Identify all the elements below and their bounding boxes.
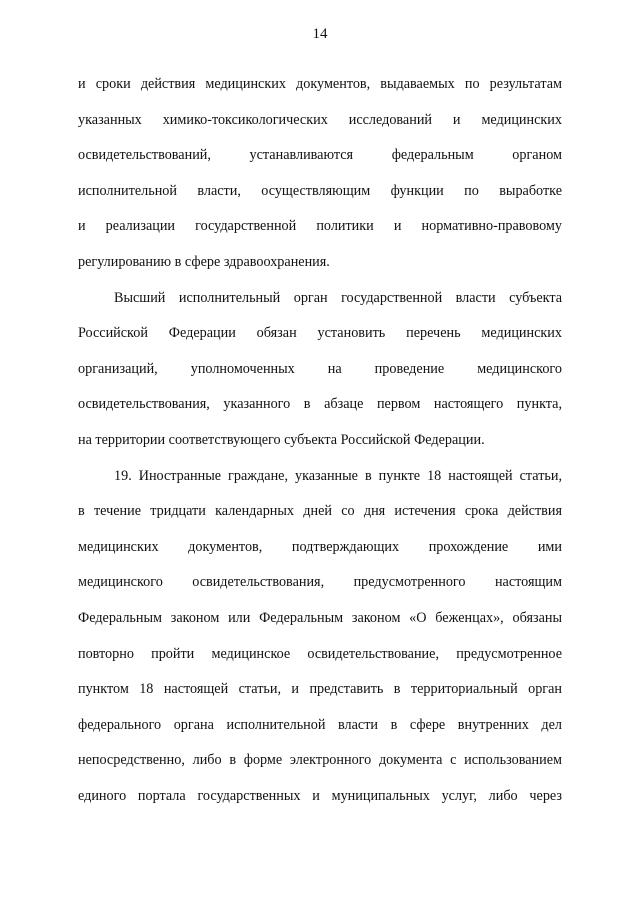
text-line: медицинских документов, подтверждающих прохождение ими: [78, 538, 562, 555]
text-line: пунктом 18 настоящей статьи, и представить в территориальный орган: [78, 681, 562, 698]
text-line: Российской Федерации обязан установить перечень медицинских: [78, 325, 562, 342]
text-line: организаций, уполномоченных на проведение медицинского: [78, 360, 562, 377]
text-line: 19. Иностранные граждане, указанные в пункте 18 настоящей статьи,: [114, 467, 562, 484]
text-line: освидетельствований, устанавливаются федеральным органом: [78, 147, 562, 164]
paragraph-2: [78, 281, 562, 459]
text-line: регулированию в сфере здравоохранения.: [78, 253, 330, 270]
paragraph-3: [78, 459, 562, 815]
text-line: федерального органа исполнительной власти в сфере внутренних дел: [78, 716, 562, 733]
paragraph-1: [78, 67, 562, 281]
text-line: единого портала государственных и муниципальных услуг, либо через: [78, 787, 562, 804]
text-line: освидетельствования, указанного в абзаце первом настоящего пункта,: [78, 396, 562, 413]
text-line: медицинского освидетельствования, предусмотренного настоящим: [78, 574, 562, 591]
document-body: [78, 67, 562, 814]
text-line: непосредственно, либо в форме электронного документа с использованием: [78, 752, 562, 769]
text-line: исполнительной власти, осуществляющим функции по выработке: [78, 182, 562, 199]
page-number: 14: [312, 26, 328, 42]
text-line: и реализации государственной политики и нормативно-правовому: [78, 218, 562, 235]
text-line: в течение тридцати календарных дней со дня истечения срока действия: [78, 503, 562, 520]
text-line: Высший исполнительный орган государственной власти субъекта: [114, 289, 562, 306]
text-line: и сроки действия медицинских документов, выдаваемых по результатам: [78, 76, 562, 92]
text-line: указанных химико-токсикологических исследований и медицинских: [78, 111, 562, 128]
text-line: на территории соответствующего субъекта Российской Федерации.: [78, 431, 485, 448]
text-line: Федеральным законом или Федеральным законом «О беженцах», обязаны: [78, 609, 562, 626]
text-line: повторно пройти медицинское освидетельствование, предусмотренное: [78, 645, 562, 662]
